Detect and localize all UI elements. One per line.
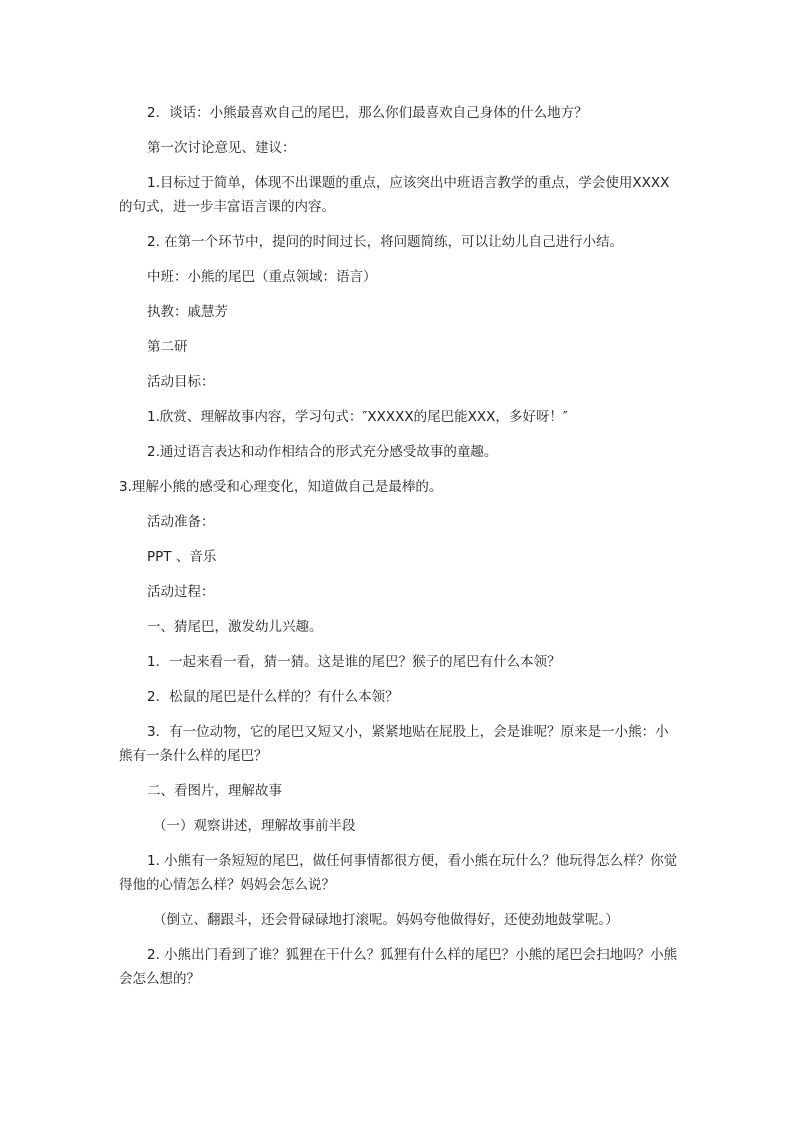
paragraph-first-discussion-heading: 第一次讨论意见、建议： [147, 140, 296, 156]
paragraph-section-2: 二、看图片，理解故事 [147, 783, 282, 799]
paragraph-step-3: 3．有一位动物，它的尾巴又短又小，紧紧地贴在屁股上，会是谁呢？原来是一小熊：小熊有一条什么样的尾巴？ [119, 724, 669, 764]
paragraph-talk: 2．谈话：小熊最喜欢自己的尾巴，那么你们最喜欢自己身体的什么地方？ [147, 105, 588, 121]
paragraph-goal-1: 1.欣赏、理解故事内容，学习句式：″XXXXX的尾巴能XXX，多好呀！″ [147, 409, 568, 425]
paragraph-prep-heading: 活动准备： [147, 514, 215, 530]
paragraph-suggestion-1: 1.目标过于简单，体现不出课题的重点，应该突出中班语言教学的重点，学会使用XXXX的句式，进一步丰富语言课的内容。 [119, 175, 670, 215]
paragraph-suggestion-2: 2. 在第一个环节中，提问的时间过长，将问题简练，可以让幼儿自己进行小结。 [147, 234, 624, 250]
paragraph-class-title: 中班：小熊的尾巴（重点领域：语言） [147, 269, 377, 285]
paragraph-step-2: 2．松鼠的尾巴是什么样的？有什么本领？ [147, 689, 399, 705]
paragraph-second-study: 第二研 [147, 339, 188, 355]
paragraph-subsection-1: （一）观察讲述，理解故事前半段 [153, 818, 356, 834]
paragraph-teacher: 执教：戚慧芳 [147, 304, 228, 320]
paragraph-goal-3: 3.理解小熊的感受和心理变化，知道做自己是最棒的。 [119, 479, 443, 495]
paragraph-goal-2: 2.通过语言表达和动作相结合的形式充分感受故事的童趣。 [147, 444, 498, 460]
paragraph-process-heading: 活动过程： [147, 584, 215, 600]
paragraph-prep-items: PPT 、音乐 [147, 549, 217, 565]
paragraph-goals-heading: 活动目标： [147, 374, 215, 390]
paragraph-step-1: 1．一起来看一看，猜一猜。这是谁的尾巴？猴子的尾巴有什么本领？ [147, 654, 561, 670]
paragraph-question-1: 1. 小熊有一条短短的尾巴，做任何事情都很方便，看小熊在玩什么？他玩得怎么样？你觉得他的心情怎么样？妈妈会怎么说？ [119, 853, 678, 893]
paragraph-question-2: 2. 小熊出门看到了谁？狐狸在干什么？狐狸有什么样的尾巴？小熊的尾巴会扫地吗？小熊会怎么想的？ [119, 947, 678, 987]
paragraph-section-1: 一、猜尾巴，激发幼儿兴趣。 [147, 619, 323, 635]
paragraph-answer-note: （倒立、翻跟斗，还会骨碌碌地打滚呢。妈妈夸他做得好，还使劲地鼓掌呢。） [153, 912, 619, 928]
